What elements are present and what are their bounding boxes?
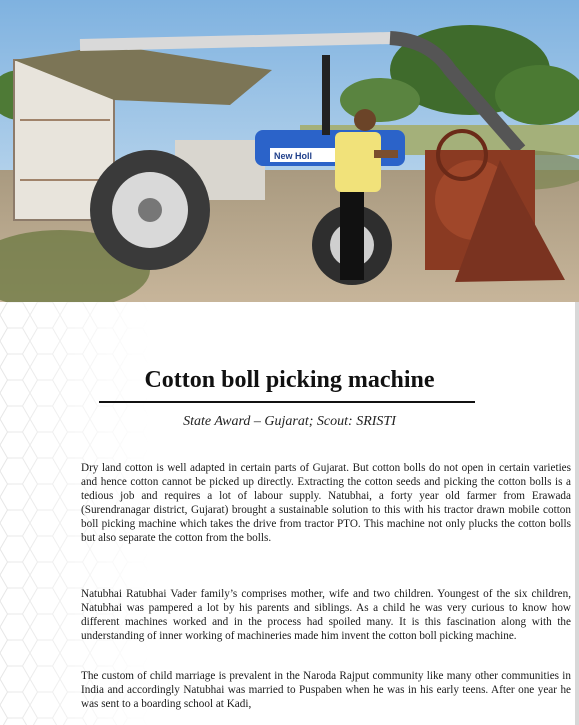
body-paragraph-3: The custom of child marriage is prevalent in the Naroda Rajput community like many other communities in India and accordingly Natubhai was married to Puspaben when he was in his early teens. After one year he was sent to a boarding school at Kadi, <box>81 670 571 711</box>
award-subtitle: State Award – Gujarat; Scout: SRISTI <box>183 414 396 429</box>
article-title: Cotton boll picking machine <box>144 367 435 393</box>
tractor-machine-photo <box>0 0 579 302</box>
tractor-brand-label: New Holl <box>274 151 313 161</box>
header-photo <box>0 0 579 302</box>
body-paragraph-1: Dry land cotton is well adapted in certain parts of Gujarat. But cotton bolls do not open in certain varieties and hence cotton cannot be picked up directly. Extracting the cotton seeds and picking the cotton bolls is a tedious job and requires a lot of labour supply. Natubhai, a forty year old farmer from Erawada (Surendranagar district, Gujarat) brought a sustainable solution to this with his tractor drawn mobile cotton boll picking machine which takes the drive from tractor PTO. This machine not only plucks the cotton bolls but also separate the cotton from the bolls. <box>81 462 571 545</box>
body-paragraph-2: Natubhai Ratubhai Vader family’s comprises mother, wife and two children. Youngest of the six children, Natubhai was pampered a lot by his parents and siblings. As a child he was very curious to know how different machines worked and in the process had spoiled many. It is this fascination along with the understanding of inner working of machineries made him invent the cotton boll picking machine. <box>81 588 571 643</box>
title-underline <box>99 401 475 403</box>
page-edge-shadow <box>575 302 579 725</box>
